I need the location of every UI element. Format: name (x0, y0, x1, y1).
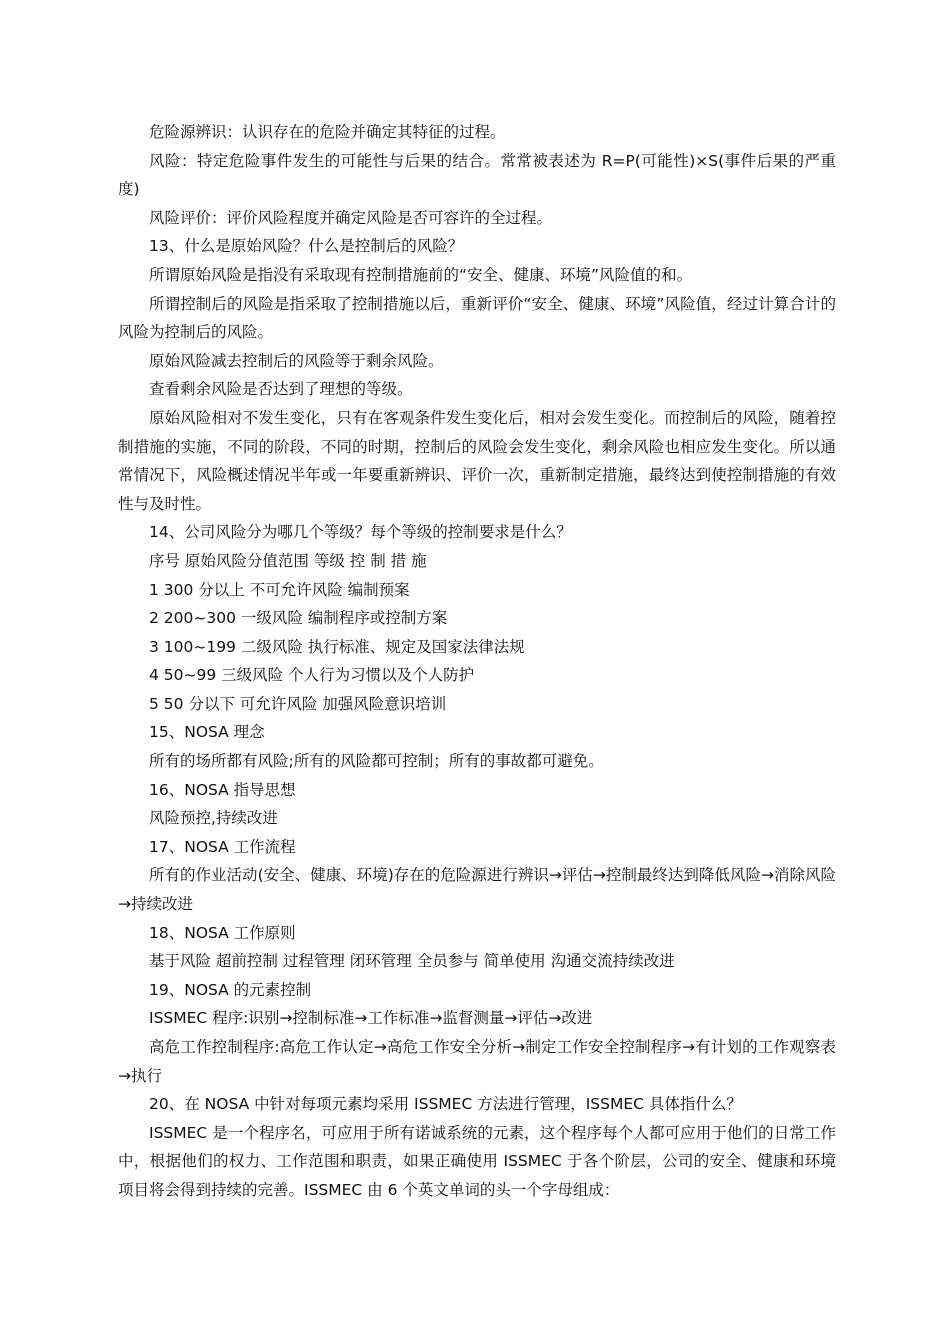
risk-level-row: 4 50~99 三级风险 个人行为习惯以及个人防护 (149, 666, 475, 685)
question-13-heading: 13、什么是原始风险？什么是控制后的风险？ (149, 237, 464, 256)
risk-level-table-header: 序号 原始风险分值范围 等级 控 制 措 施 (149, 551, 427, 570)
issmec-procedure-paragraph: ISSMEC 程序:识别→控制标准→工作标准→监督测量→评估→改进 (149, 1009, 593, 1028)
risk-level-row: 1 300 分以上 不可允许风险 编制预案 (149, 580, 410, 599)
question-17-heading: 17、NOSA 工作流程 (149, 837, 296, 856)
definition-hazard-identification: 危险源辨识：认识存在的危险并确定其特征的过程。 (149, 123, 506, 141)
issmec-explanation-paragraph: ISSMEC 是一个程序名，可应用于所有诺诚系统的元素，这个程序每个人都可应用于他们的日常工作中，根据他们的权力、工作范围和职责，如果正确使用 ISSMEC 于各个阶层，公司的安全、健康和环境项目将会得到持续的完善。ISSMEC 由 6 个英文单词的头一个字母组成： (118, 1123, 836, 1199)
document-body (118, 118, 836, 1205)
risk-change-paragraph: 原始风险相对不发生变化，只有在客观条件发生变化后，相对会发生变化。而控制后的风险，随着控制措施的实施，不同的阶段，不同的时期，控制后的风险会发生变化，剩余风险也相应发生变化。所以通常情况下，风险概述情况半年或一年要重新辨识、评价一次，重新制定措施，最终达到使控制措施的有效性与及时性。 (118, 408, 836, 513)
question-15-heading: 15、NOSA 理念 (149, 723, 265, 742)
risk-level-row: 3 100~199 二级风险 执行标准、规定及国家法律法规 (149, 637, 525, 656)
question-18-heading: 18、NOSA 工作原则 (149, 923, 296, 942)
question-20-heading: 20、在 NOSA 中针对每项元素均采用 ISSMEC 方法进行管理，ISSMEC 具体指什么？ (149, 1095, 742, 1114)
nosa-concept-paragraph: 所有的场所都有风险;所有的风险都可控制；所有的事故都可避免。 (149, 752, 604, 771)
nosa-workflow-paragraph: 所有的作业活动(安全、健康、环境)存在的危险源进行辨识→评估→控制最终达到降低风险→消除风险→持续改进 (118, 866, 836, 914)
question-19-heading: 19、NOSA 的元素控制 (149, 980, 312, 999)
check-residual-risk-paragraph: 查看剩余风险是否达到了理想的等级。 (149, 380, 413, 399)
original-risk-paragraph: 所谓原始风险是指没有采取现有控制措施前的“安全、健康、环境”风险值的和。 (149, 265, 693, 284)
risk-level-row: 2 200~300 一级风险 编制程序或控制方案 (149, 609, 448, 628)
residual-risk-paragraph: 原始风险减去控制后的风险等于剩余风险。 (149, 351, 444, 370)
nosa-principles-paragraph: 基于风险 超前控制 过程管理 闭环管理 全员参与 简单使用 沟通交流持续改进 (149, 952, 675, 971)
definition-risk-evaluation: 风险评价：评价风险程度并确定风险是否可容许的全过程。 (149, 208, 553, 227)
high-risk-work-procedure-paragraph: 高危工作控制程序:高危工作认定→高危工作安全分析→制定工作安全控制程序→有计划的工作观察表→执行 (118, 1038, 836, 1085)
question-16-heading: 16、NOSA 指导思想 (149, 780, 296, 799)
risk-level-row: 5 50 分以下 可允许风险 加强风险意识培训 (149, 694, 447, 713)
question-14-heading: 14、公司风险分为哪几个等级？每个等级的控制要求是什么？ (149, 523, 572, 542)
nosa-guiding-idea-paragraph: 风险预控,持续改进 (149, 809, 278, 828)
definition-risk: 风险：特定危险事件发生的可能性与后果的结合。常常被表述为 R=P(可能性)×S(事件后果的严重度) (118, 151, 836, 199)
controlled-risk-paragraph: 所谓控制后的风险是指采取了控制措施以后，重新评价“安全、健康、环境”风险值，经过计算合计的风险为控制后的风险。 (118, 294, 836, 342)
